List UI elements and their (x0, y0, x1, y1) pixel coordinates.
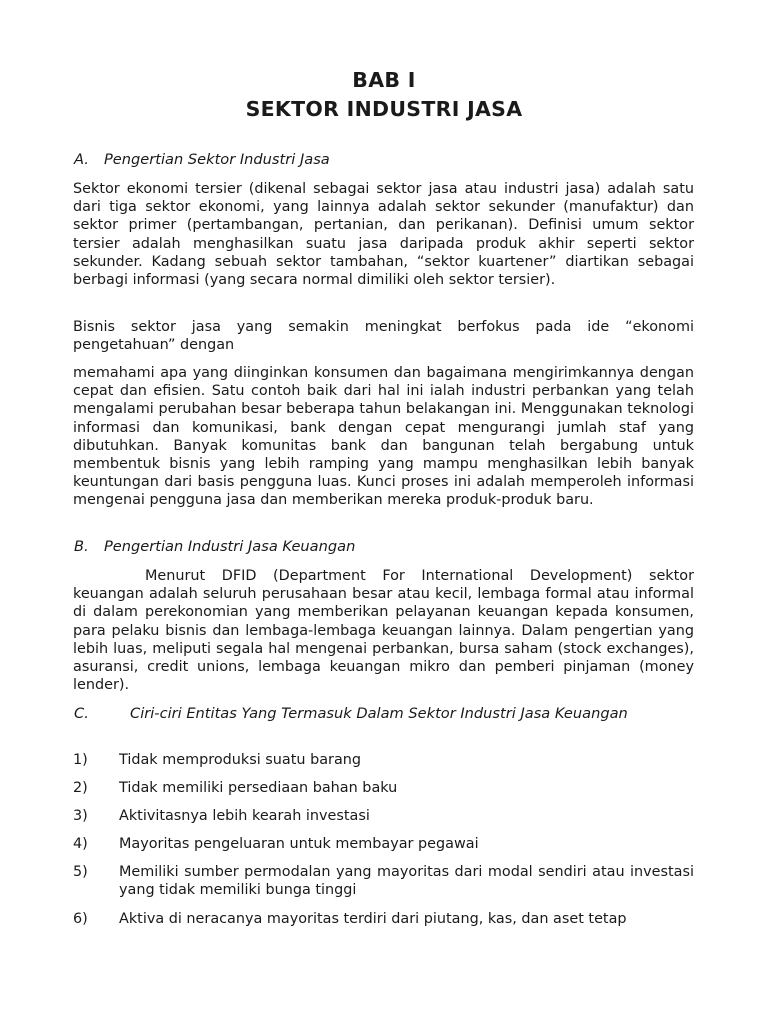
section-b-paragraph-1 (73, 567, 694, 694)
section-a-paragraph-2: Bisnis sektor jasa yang semakin meningkat berfokus pada ide “ekonomi pengetahuan” dengan (73, 319, 694, 354)
list-item (73, 835, 694, 853)
list-number: 4) (73, 836, 88, 852)
list-text: Tidak memproduksi suatu barang (119, 752, 362, 768)
list-text: Memiliki sumber permodalan yang mayoritas dari modal sendiri atau investasi yang tidak memiliki bunga tinggi (119, 864, 694, 899)
section-b-letter: B. (74, 538, 89, 555)
list-number: 5) (73, 864, 88, 880)
list-item (73, 863, 694, 899)
section-a-heading (74, 151, 694, 169)
list-item (73, 910, 694, 928)
section-c-title: Ciri-ciri Entitas Yang Termasuk Dalam Sektor Industri Jasa Keuangan (130, 705, 628, 722)
section-c-letter: C. (74, 705, 89, 722)
section-b-title: Pengertian Industri Jasa Keuangan (104, 538, 356, 555)
section-a-title: Pengertian Sektor Industri Jasa (104, 151, 330, 168)
list-text: Mayoritas pengeluaran untuk membayar pegawai (119, 836, 479, 852)
chapter-title: SEKTOR INDUSTRI JASA (245, 97, 523, 121)
list-text: Tidak memiliki persediaan bahan baku (119, 780, 398, 796)
section-b-paragraph-text: Menurut DFID (Department For International Development) sektor keuangan adalah seluruh perusahaan besar atau kecil, lembaga formal atau informal di dalam perekonomian yang memberikan pelayanan keuangan kepada konsumen, para pelaku bisnis dan lembaga-lembaga keuangan lainnya. Dalam pengertian yang lebih luas, meliputi segala hal mengenai perbankan, bursa saham (stock exchanges), asuransi, credit unions, lembaga keuangan mikro dan pemberi pinjaman (money lender). (73, 568, 694, 694)
list-item (73, 751, 694, 769)
section-a-letter: A. (74, 151, 89, 168)
list-text: Aktiva di neracanya mayoritas terdiri dari piutang, kas, dan aset tetap (119, 911, 627, 927)
section-b-heading (74, 538, 694, 556)
chapter-number: BAB I (352, 68, 416, 92)
list-item (73, 779, 694, 797)
section-a-paragraph-3: memahami apa yang diinginkan konsumen dan bagaimana mengirimkannya dengan cepat dan efisien. Satu contoh baik dari hal ini ialah industri perbankan yang telah mengalami perubahan besar beberapa tahun belakangan ini. Menggunakan teknologi informasi dan komunikasi, bank dengan cepat mengurangi jumlah staf yang dibutuhkan. Banyak komunitas bank dan bangunan telah bergabung untuk membentuk bisnis yang lebih ramping yang mampu menghasilkan lebih banyak keuntungan dari basis pengguna luas. Kunci proses ini adalah memperoleh informasi mengenai pengguna jasa dan memberikan mereka produk-produk baru. (73, 365, 694, 509)
list-text: Aktivitasnya lebih kearah investasi (119, 808, 370, 824)
section-a-paragraph-1: Sektor ekonomi tersier (dikenal sebagai sektor jasa atau industri jasa) adalah satu dari tiga sektor ekonomi, yang lainnya adalah sektor sekunder (manufaktur) dan sektor primer (pertambangan, pertanian, dan perikanan). Definisi umum sektor tersier adalah menghasilkan suatu jasa daripada produk akhir seperti sektor sekunder. Kadang sebuah sektor tambahan, “sektor kuartener” diartikan sebagai berbagi informasi (yang secara normal dimiliki oleh sektor tersier). (73, 181, 694, 289)
list-item (73, 807, 694, 825)
list-number: 6) (73, 911, 88, 927)
list-number: 3) (73, 808, 88, 824)
list-number: 2) (73, 780, 88, 796)
section-c-heading (74, 705, 694, 723)
list-number: 1) (73, 752, 88, 768)
